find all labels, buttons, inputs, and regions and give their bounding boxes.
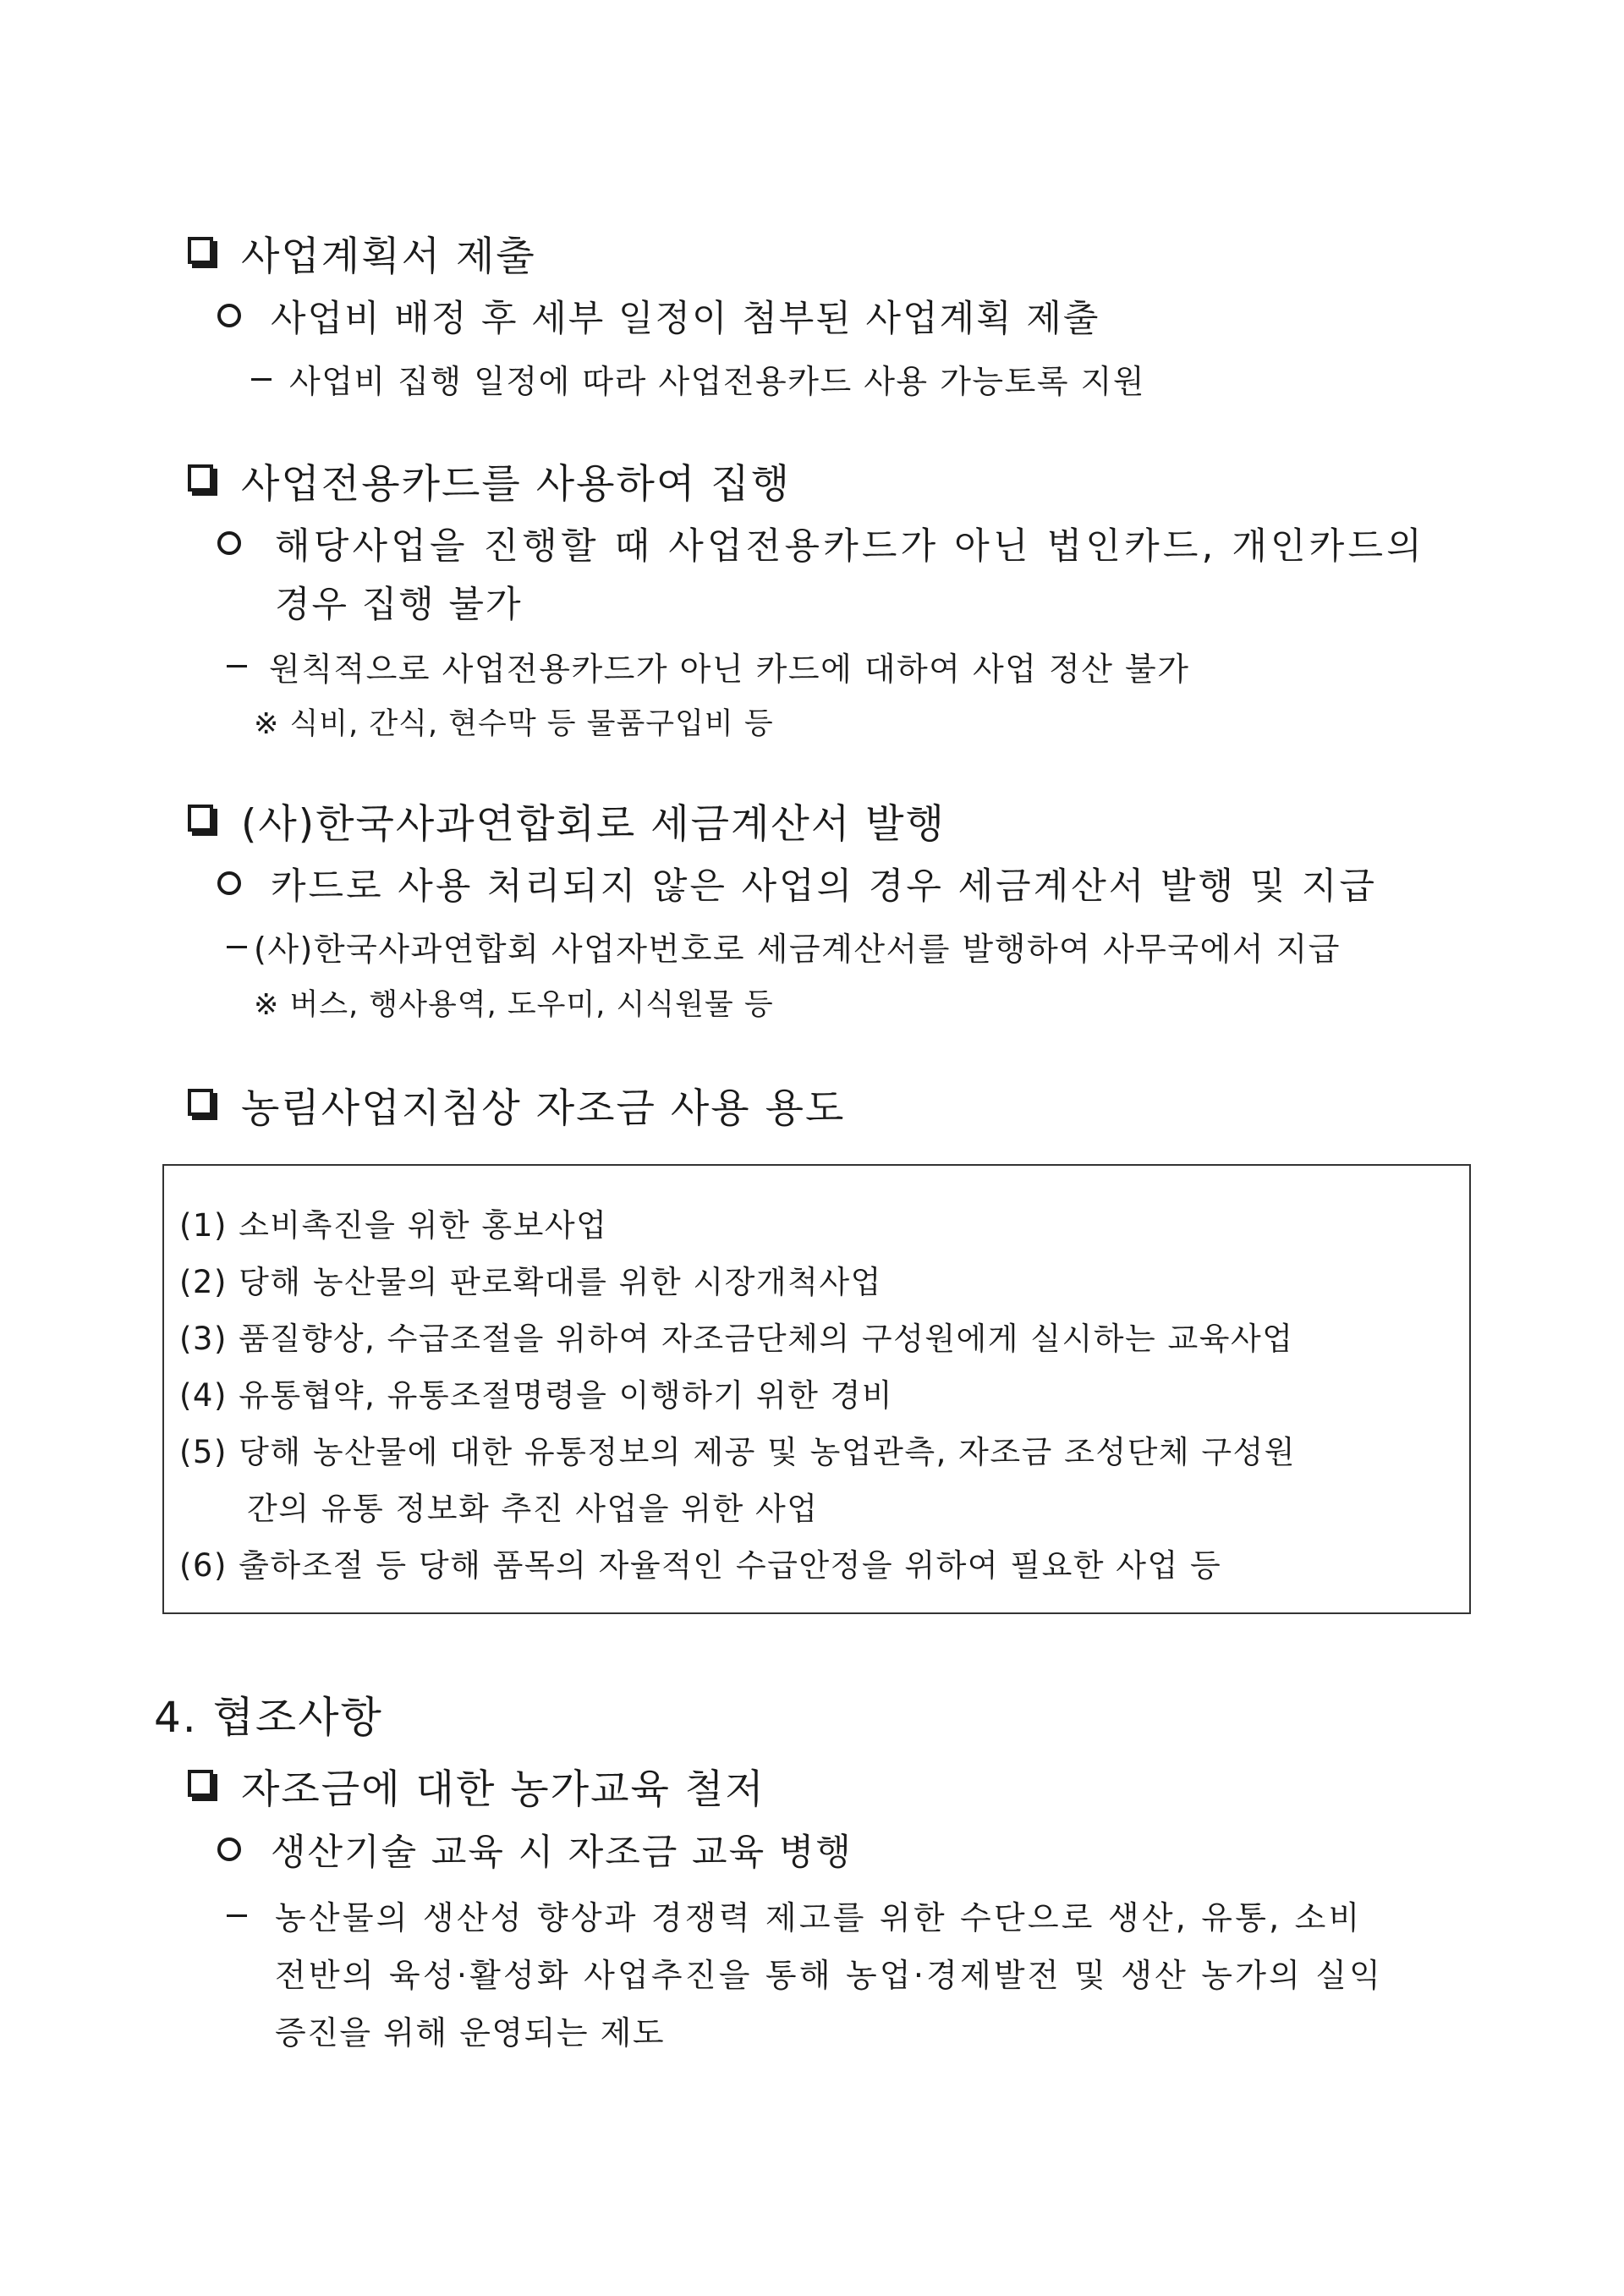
section-title-invoice: (사)한국사과연합회로 세금계산서 발행 (241, 801, 946, 848)
section-heading-4: 4. 협조사항 (154, 1693, 383, 1742)
usage-item-4: (4) 유통협약, 유통조절명령을 이행하기 위한 경비 (179, 1377, 894, 1414)
usage-item-5: (5) 당해 농산물에 대한 유통정보의 제공 및 농업관측, 자조금 조성단체 구성원 (179, 1434, 1297, 1470)
checkbox-square-icon (188, 1089, 213, 1116)
circle-bullet-icon (217, 531, 241, 555)
circle-bullet-icon (217, 1837, 241, 1861)
invoice-note: ※ 버스, 행사용역, 도우미, 시식원물 등 (254, 988, 774, 1022)
section-title-plan: 사업계획서 제출 (241, 233, 536, 280)
usage-box (162, 1164, 1471, 1614)
plan-sub: 사업비 집행 일정에 따라 사업전용카드 사용 가능토록 지원 (289, 363, 1146, 400)
card-item-line2: 경우 집행 불가 (275, 584, 523, 626)
circle-bullet-icon (217, 304, 241, 327)
usage-item-6: (6) 출하조절 등 당해 품목의 자율적인 수급안정을 위하여 필요한 사업 등 (179, 1547, 1222, 1584)
plan-item: 사업비 배정 후 세부 일정이 첨부된 사업계획 제출 (271, 298, 1100, 340)
usage-item-5-cont: 간의 유통 정보화 추진 사업을 위한 사업 (247, 1491, 819, 1527)
dash-bullet-icon (227, 1914, 247, 1917)
invoice-sub: (사)한국사과연합회 사업자번호로 세금계산서를 발행하여 사무국에서 지급 (254, 931, 1341, 968)
cooperation-sub-line2: 전반의 육성·활성화 사업추진을 통해 농업·경제발전 및 생산 농가의 실익 (275, 1957, 1384, 1994)
cooperation-sub-line1: 농산물의 생산성 향상과 경쟁력 제고를 위한 수단으로 생산, 유통, 소비 (275, 1899, 1363, 1936)
checkbox-square-icon (188, 805, 213, 832)
dash-bullet-icon (251, 378, 272, 381)
card-note: ※ 식비, 간식, 현수막 등 물품구입비 등 (254, 707, 774, 741)
circle-bullet-icon (217, 871, 241, 895)
usage-item-3: (3) 품질향상, 수급조절을 위하여 자조금단체의 구성원에게 실시하는 교육사업 (179, 1321, 1294, 1357)
cooperation-sub-line3: 증진을 위해 운영되는 제도 (275, 2014, 666, 2052)
dash-bullet-icon (227, 665, 247, 667)
checkbox-square-icon (188, 464, 213, 492)
checkbox-square-icon (188, 1770, 213, 1797)
section-title-usage: 농림사업지침상 자조금 사용 용도 (241, 1085, 846, 1132)
section-title-card: 사업전용카드를 사용하여 집행 (241, 461, 792, 508)
invoice-item: 카드로 사용 처리되지 않은 사업의 경우 세금계산서 발행 및 지급 (271, 865, 1378, 908)
checkbox-square-icon (188, 237, 213, 264)
card-sub: 원칙적으로 사업전용카드가 아닌 카드에 대하여 사업 정산 불가 (269, 651, 1190, 688)
section-title-cooperation: 자조금에 대한 농가교육 철저 (241, 1766, 765, 1813)
dash-bullet-icon (227, 946, 247, 948)
card-item-line1: 해당사업을 진행할 때 사업전용카드가 아닌 법인카드, 개인카드의 (275, 525, 1426, 568)
usage-item-2: (2) 당해 농산물의 판로확대를 위한 시장개척사업 (179, 1264, 882, 1300)
usage-item-1: (1) 소비촉진을 위한 홍보사업 (179, 1207, 608, 1244)
cooperation-item: 생산기술 교육 시 자조금 교육 병행 (271, 1832, 853, 1874)
